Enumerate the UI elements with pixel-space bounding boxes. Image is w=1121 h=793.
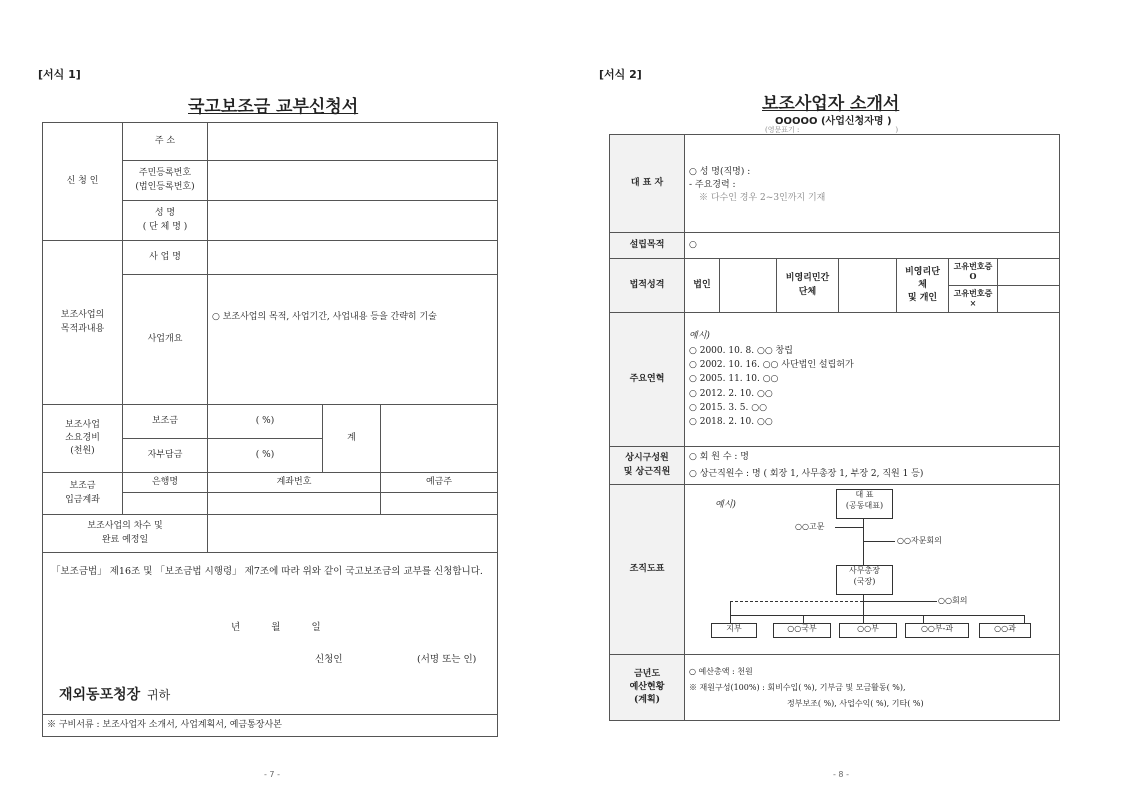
nonprofit-field[interactable] bbox=[839, 259, 897, 313]
history-label: 주요연혁 bbox=[610, 313, 685, 447]
attachments-note: ※ 구비서류 : 보조사업자 소개서, 사업계획서, 예금통장사본 bbox=[43, 715, 498, 737]
applicant-label: 신 청 인 bbox=[43, 123, 123, 241]
purpose-label-2: 설립목적 bbox=[610, 233, 685, 259]
unique-x-field[interactable] bbox=[998, 286, 1060, 313]
purpose-label: 보조사업의 목적과내용 bbox=[43, 241, 123, 405]
project-name-label: 사 업 명 bbox=[123, 241, 208, 275]
self-pay-label: 자부담금 bbox=[123, 439, 208, 473]
account-no-label: 계좌번호 bbox=[208, 473, 381, 493]
sign-field[interactable]: (서명 또는 인) bbox=[417, 654, 477, 665]
org-dept: ○○과 bbox=[979, 623, 1031, 638]
address-label: 주 소 bbox=[123, 123, 208, 161]
page-title-1: 국고보조금 교부신청서 bbox=[188, 97, 359, 117]
account-label: 보조금 입금계좌 bbox=[43, 473, 123, 515]
budget-label: 금년도 예산현황 (계획) bbox=[610, 655, 685, 721]
org-dept: 지부 bbox=[711, 623, 757, 638]
address-field[interactable] bbox=[208, 123, 498, 161]
individual-label: 비영리단체 및 개인 bbox=[897, 259, 949, 313]
name-label: 성 명 ( 단 체 명 ) bbox=[123, 201, 208, 241]
addressee: 재외동포청장 귀하 bbox=[59, 687, 171, 703]
applicant-name: OOOOO (사업신청자명 ) bbox=[775, 116, 892, 127]
introduction-form bbox=[609, 134, 1060, 721]
total-label: 계 bbox=[323, 405, 381, 473]
unique-o-label: 고유번호증 O bbox=[949, 259, 998, 286]
date-line: 년 월 일 bbox=[231, 622, 321, 633]
org-dept: ○○국부 bbox=[773, 623, 831, 638]
bank-label: 은행명 bbox=[123, 473, 208, 493]
history-item: ○ 2000. 10. 8. ○○ 창립 bbox=[689, 345, 793, 356]
form-label-2: [서식 2] bbox=[599, 68, 642, 81]
holder-field[interactable] bbox=[381, 493, 498, 515]
history-item: ○ 2005. 11. 10. ○○ bbox=[689, 374, 779, 385]
legal-label: 법적성격 bbox=[610, 259, 685, 313]
signer-label: 신청인 bbox=[315, 654, 343, 665]
org-council: ○○회의 bbox=[938, 596, 968, 605]
project-summary-label: 사업개요 bbox=[123, 275, 208, 405]
org-dept: ○○부-과 bbox=[905, 623, 969, 638]
org-chart-cell bbox=[685, 485, 1060, 655]
nonprofit-label: 비영리민간 단체 bbox=[777, 259, 839, 313]
unique-o-field[interactable] bbox=[998, 259, 1060, 286]
subsidy-application-form bbox=[42, 122, 498, 737]
org-label: 조직도표 bbox=[610, 485, 685, 655]
bank-field[interactable] bbox=[123, 493, 208, 515]
project-name-field[interactable] bbox=[208, 241, 498, 275]
name-field[interactable] bbox=[208, 201, 498, 241]
statement-text: 「보조금법」 제16조 및 「보조금법 시행령」 제7조에 따라 위와 같이 국고보조금의 교부를 신청합니다. bbox=[51, 566, 483, 577]
self-pay-pct[interactable]: ( %) bbox=[208, 439, 323, 473]
reg-no-label: 주민등록번호 (법인등록번호) bbox=[123, 161, 208, 201]
holder-label: 예금주 bbox=[381, 473, 498, 493]
budget-field[interactable]: ○ 예산총액 : 천원 ※ 재원구성(100%) : 회비수입( %), 기부금 및 모금활동( %), 정부보조( %), 사업수익( %), 기타( %) bbox=[685, 655, 1060, 721]
org-example: 예시) bbox=[715, 500, 736, 510]
statement-box bbox=[43, 553, 498, 715]
project-summary-field[interactable]: ○ 보조사업의 목적, 사업기간, 사업내용 등을 간략히 기술 bbox=[208, 275, 498, 405]
staff-field[interactable]: ○ 회 원 수 : 명 ○ 상근직원수 : 명 ( 회장 1, 사무총장 1, 부장 2, 직원 1 등) bbox=[685, 447, 1060, 485]
staff-label: 상시구성원 및 상근직원 bbox=[610, 447, 685, 485]
eng-name-line: (영문표기 : ) bbox=[765, 126, 899, 134]
unique-x-label: 고유번호증 × bbox=[949, 286, 998, 313]
completion-label: 보조사업의 차수 및 완료 예정일 bbox=[43, 515, 208, 553]
reg-no-field[interactable] bbox=[208, 161, 498, 201]
page-title-2: 보조사업자 소개서 bbox=[762, 94, 900, 114]
cost-label: 보조사업 소요경비 (천원) bbox=[43, 405, 123, 473]
org-box-ceo: 대 표 (공동대표) bbox=[836, 489, 893, 519]
org-dept: ○○부 bbox=[839, 623, 897, 638]
history-field[interactable]: 예시) ○ 2000. 10. 8. ○○ 창립 ○ 2002. 10. 16. ○○ 사단법인 설립허가 ○ 2005. 11. 10. ○○ ○ 2012. 2. 10. ○○ ○ 2015. 3. 5. ○○ ○ 2018. 2. 10. ○○ bbox=[685, 313, 1060, 447]
subsidy-label: 보조금 bbox=[123, 405, 208, 439]
history-item: ○ 2012. 2. 10. ○○ bbox=[689, 388, 773, 399]
account-no-field[interactable] bbox=[208, 493, 381, 515]
history-item: ○ 2002. 10. 16. ○○ 사단법인 설립허가 bbox=[689, 359, 854, 370]
org-advisor: ○○고문 bbox=[795, 522, 825, 531]
org-committee: ○○자문회의 bbox=[897, 536, 942, 545]
corp-field[interactable] bbox=[720, 259, 777, 313]
subsidy-pct[interactable]: ( %) bbox=[208, 405, 323, 439]
total-field[interactable] bbox=[381, 405, 498, 473]
history-item: ○ 2018. 2. 10. ○○ bbox=[689, 417, 773, 428]
form-label-1: [서식 1] bbox=[38, 68, 81, 81]
rep-field[interactable]: ○ 성 명(직명) : - 주요경력 : ※ 다수인 경우 2~3인까지 기재 bbox=[685, 135, 1060, 233]
purpose-field[interactable]: ○ bbox=[685, 233, 1060, 259]
page-number-2: - 8 - bbox=[833, 770, 849, 779]
history-item: ○ 2015. 3. 5. ○○ bbox=[689, 403, 767, 414]
org-box-secretary: 사무총장 (국장) bbox=[836, 565, 893, 595]
corp-label: 법인 bbox=[685, 259, 720, 313]
rep-label: 대 표 자 bbox=[610, 135, 685, 233]
completion-field[interactable] bbox=[208, 515, 498, 553]
page-number-1: - 7 - bbox=[264, 770, 280, 779]
